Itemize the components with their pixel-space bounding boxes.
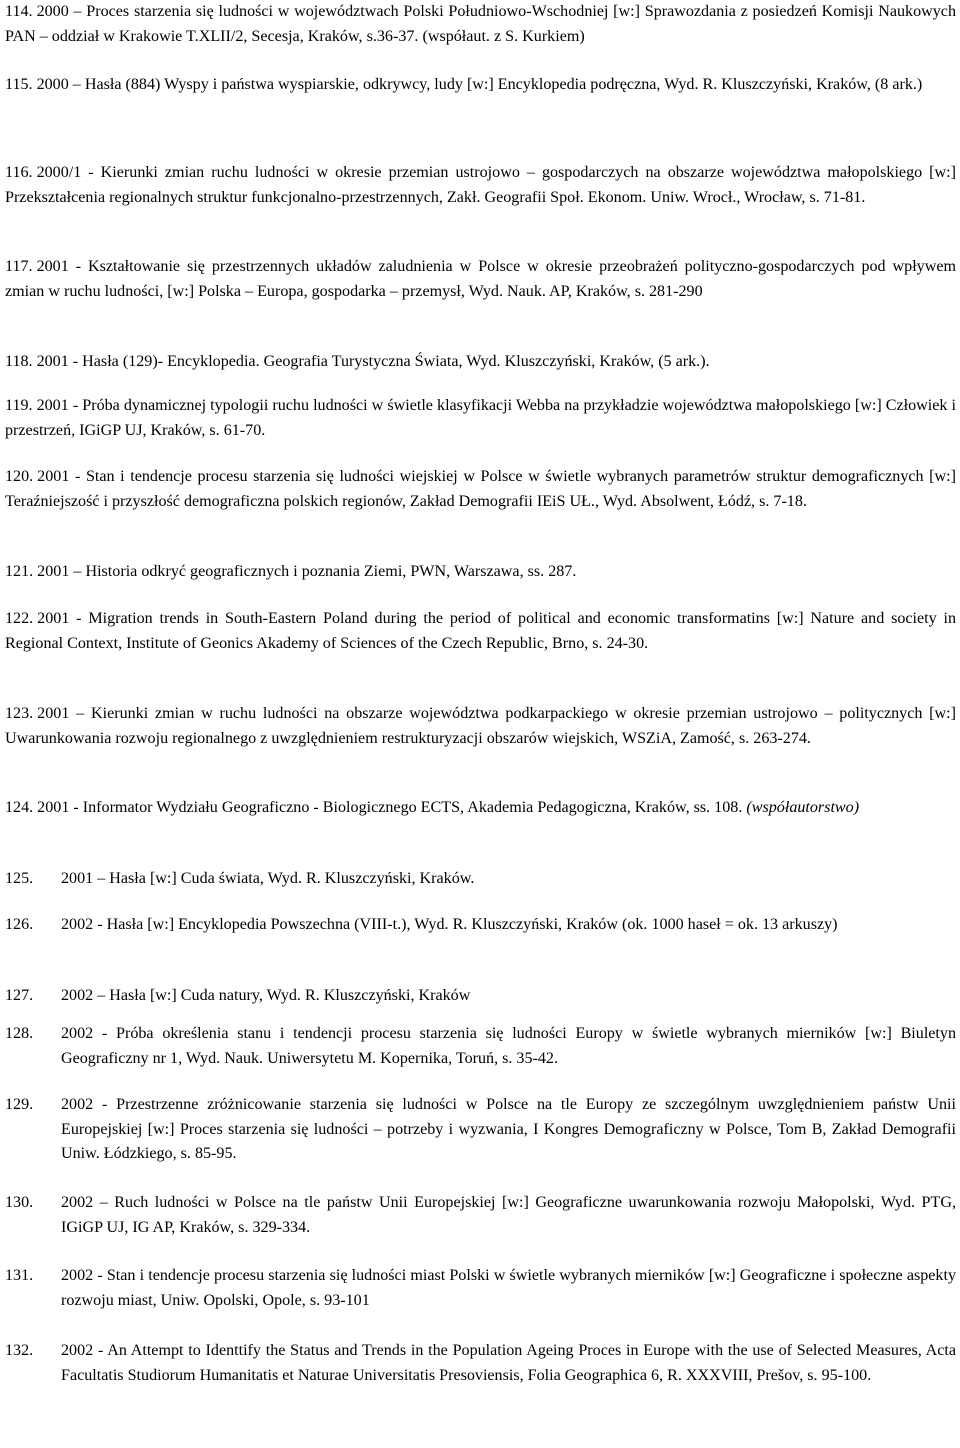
entry-text: 2002 – Hasła [w:] Cuda natury, Wyd. R. Kluszczyński, Kraków: [61, 987, 471, 1004]
entry-number: 131.: [5, 1267, 34, 1284]
entry-text: 2000 – Proces starzenia się ludności w województwach Polski Południowo-Wschodniej [w:] Sprawozdania z posiedzeń Komisji Naukowych PAN – oddział w Krakowie T.XLII/2, Secesja, Kraków, s.36-37. (współaut. z S. Kurkiem): [5, 3, 956, 45]
bibliography-entry-121: [5, 560, 956, 607]
entry-number: 124.: [5, 799, 34, 816]
entry-number: 125.: [5, 870, 34, 887]
entry-number: 115.: [5, 76, 33, 93]
entry-text: 2001 – Historia odkryć geograficznych i poznania Ziemi, PWN, Warszawa, ss. 287.: [37, 563, 577, 580]
entry-text: 2001 – Hasła [w:] Cuda świata, Wyd. R. Kluszczyński, Kraków.: [61, 870, 475, 887]
bibliography-entry-125: [5, 867, 956, 913]
bibliography-entry-126: [5, 913, 956, 984]
entry-number: 121.: [5, 563, 34, 580]
bibliography-entry-130: [5, 1191, 956, 1264]
bibliography-entry-131: [5, 1264, 956, 1339]
entry-number: 116.: [5, 164, 33, 181]
entry-text: 2001 - Stan i tendencje procesu starzenia się ludności wiejskiej w Polsce w świetle wybranych parametrów struktur demograficznych [w:] Teraźniejszość i przyszłość demograficzna polskich regionów, Zakład Demografii IEiS UŁ., Wyd. Absolwent, Łódź, s. 7-18.: [5, 468, 956, 510]
bibliography-entry-129: [5, 1093, 956, 1191]
bibliography-entry-114: [5, 0, 956, 73]
entry-number: 118.: [5, 353, 33, 370]
entry-number: 129.: [5, 1096, 34, 1113]
entry-text: 2000 – Hasła (884) Wyspy i państwa wyspiarskie, odkrywcy, ludy [w:] Encyklopedia podręczna, Wyd. R. Kluszczyński, Kraków, (8 ark.): [36, 76, 923, 93]
entry-text: 2000/1 - Kierunki zmian ruchu ludności w okresie przemian ustrojowo – gospodarczych na obszarze województwa małopolskiego [w:] Przekształcenia regionalnych struktur funkcjonalno-przestrzennych, Zakł. Geografii Społ. Ekonom. Uniw. Wrocł., Wrocław, s. 71-81.: [5, 164, 956, 206]
entry-text: 2001 - Informator Wydziału Geograficzno - Biologicznego ECTS, Akademia Pedagogiczna, Kraków, ss. 108.: [37, 799, 743, 816]
bibliography-entry-132: [5, 1339, 956, 1388]
entry-number: 117.: [5, 258, 33, 275]
entry-text: 2001 – Kierunki zmian w ruchu ludności na obszarze województwa podkarpackiego w okresie przemian ustrojowo – politycznych [w:] Uwarunkowania rozwoju regionalnego z uwzględnieniem restrukturyzacji obszarów wiejskich, WSZiA, Zamość, s. 263-274.: [5, 705, 956, 747]
entry-number: 120.: [5, 468, 34, 485]
entry-text: 2002 - Hasła [w:] Encyklopedia Powszechna (VIII-t.), Wyd. R. Kluszczyński, Kraków (ok. 1000 haseł = ok. 13 arkuszy): [61, 916, 838, 933]
entry-number: 132.: [5, 1342, 34, 1359]
entry-number: 126.: [5, 916, 34, 933]
entry-text: 2002 - An Attempt to Identtify the Status and Trends in the Population Ageing Proces in Europe with the use of Selected Measures, Acta Facultatis Studiorum Humanitatis et Naturae Universitatis Presoviensis, Folia Geographica 6, R. XXXVIII, Prešov, s. 95-100.: [61, 1342, 956, 1384]
bibliography-entry-120: [5, 465, 956, 560]
entry-number: 130.: [5, 1194, 34, 1211]
coauthorship-note: (współautorstwo): [746, 799, 860, 816]
entry-text: 2001 - Próba dynamicznej typologii ruchu ludności w świetle klasyfikacji Webba na przykładzie województwa małopolskiego [w:] Człowiek i przestrzeń, IGiGP UJ, Kraków, s. 61-70.: [5, 397, 956, 439]
bibliography-entry-115: [5, 73, 956, 161]
entry-number: 128.: [5, 1025, 34, 1042]
bibliography-entry-117: [5, 255, 956, 350]
bibliography-entry-119: [5, 394, 956, 465]
entry-text: 2002 - Próba określenia stanu i tendencji procesu starzenia się ludności Europy w świetle wybranych mierników [w:] Biuletyn Geograficzny nr 1, Wyd. Nauk. Uniwersytetu M. Kopernika, Toruń, s. 35-42.: [61, 1025, 956, 1067]
entry-text: 2001 - Kształtowanie się przestrzennych układów zaludnienia w Polsce w okresie przeobrażeń polityczno-gospodarczych pod wpływem zmian w ruchu ludności, [w:] Polska – Europa, gospodarka – przemysł, Wyd. Nauk. AP, Kraków, s. 281-290: [5, 258, 956, 300]
entry-text: 2002 - Stan i tendencje procesu starzenia się ludności miast Polski w świetle wybranych mierników [w:] Geograficzne i społeczne aspekty rozwoju miast, Uniw. Opolski, Opole, s. 93-101: [61, 1267, 956, 1309]
entry-text: 2002 – Ruch ludności w Polsce na tle państw Unii Europejskiej [w:] Geograficzne uwarunkowania rozwoju Małopolski, Wyd. PTG, IGiGP UJ, IG AP, Kraków, s. 329-334.: [61, 1194, 956, 1236]
entry-number: 127.: [5, 987, 34, 1004]
bibliography-entry-123: [5, 702, 956, 796]
entry-text: 2001 - Migration trends in South-Eastern Poland during the period of political and economic transformatins [w:] Nature and society in Regional Context, Institute of Geonics Akademy of Sciences of the Czech Republic, Brno, s. 24-30.: [5, 610, 956, 652]
entry-number: 119.: [5, 397, 33, 414]
entry-text: 2002 - Przestrzenne zróżnicowanie starzenia się ludności w Polsce na tle Europy ze szczególnym uwzględnieniem państw Unii Europejskiej [w:] Proces starzenia się ludności – potrzeby i wyzwania, I Kongres Demograficzny w Polsce, Tom B, Zakład Demografii Uniw. Łódzkiego, s. 85-95.: [61, 1096, 956, 1162]
entry-number: 114.: [5, 3, 33, 20]
bibliography-entry-116: [5, 161, 956, 255]
entry-number: 123.: [5, 705, 34, 722]
bibliography-entry-118: [5, 350, 956, 394]
entry-text: 2001 - Hasła (129)- Encyklopedia. Geografia Turystyczna Świata, Wyd. Kluszczyński, Kraków, (5 ark.).: [36, 353, 710, 370]
bibliography-entry-128: [5, 1022, 956, 1093]
entry-number: 122.: [5, 610, 34, 627]
bibliography-entry-127: [5, 984, 956, 1022]
bibliography-entry-124: [5, 796, 956, 867]
bibliography-entry-122: [5, 607, 956, 702]
